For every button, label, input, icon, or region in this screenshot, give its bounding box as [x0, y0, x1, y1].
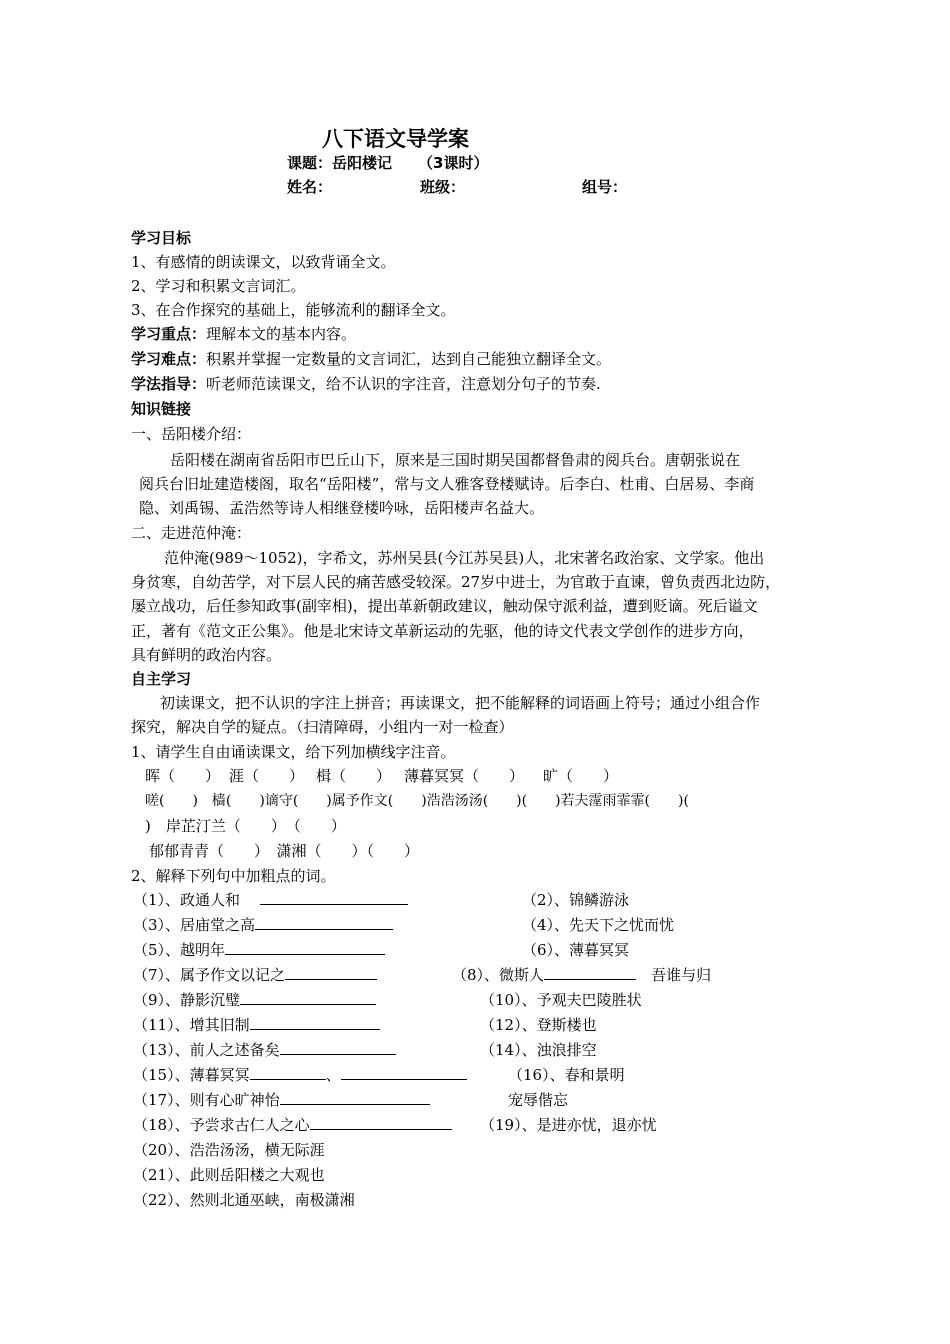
page-title: 八下语文导学案	[322, 127, 469, 151]
key-text: 理解本文的基本内容。	[206, 325, 357, 343]
answer-blank[interactable]	[260, 890, 408, 905]
explain-item: （14）、浊浪排空	[480, 1041, 597, 1059]
pinyin-row: 郁郁青青（ ） 潇湘（ ）（ ）	[149, 842, 420, 860]
class-label: 班级：	[420, 178, 466, 196]
goal-item: 3、在合作探究的基础上，能够流利的翻译全文。	[131, 301, 456, 319]
yueyang-line: 岳阳楼在湖南省岳阳市巴丘山下，原来是三国时期吴国都督鲁肃的阅兵台。唐朝张说在	[170, 451, 741, 469]
section-fan: 二、走进范仲淹：	[131, 524, 252, 542]
explain-item: （19）、是进亦忧，退亦忧	[480, 1116, 657, 1134]
knowledge-heading: 知识链接	[131, 400, 192, 418]
answer-blank[interactable]	[250, 1015, 380, 1030]
question-1: 1、请学生自由诵读课文，给下列加横线字注音。	[131, 743, 456, 761]
key-point	[131, 323, 356, 345]
pinyin-item: 晖（ ）	[145, 767, 221, 785]
explain-item: （21）、此则岳阳楼之大观也	[133, 1166, 325, 1184]
explain-item: （13）、前人之述备矣	[133, 1039, 396, 1061]
pinyin-row: 嗟( ) 樯( )谪守( )属予作文( )浩浩汤汤( )( )若夫霪雨霏霏( )(	[145, 793, 689, 809]
explain-item: （11）、增其旧制	[133, 1014, 380, 1036]
pinyin-item: 楫（ ）	[316, 767, 392, 785]
answer-blank[interactable]	[341, 1065, 467, 1080]
explain-item: （22）、然则北通巫峡，南极潇湘	[133, 1191, 355, 1209]
difficulty	[131, 348, 611, 370]
section-yueyang: 一、岳阳楼介绍：	[131, 425, 252, 443]
fan-line: 范仲淹(989～1052)，字希文，苏州吴县(今江苏吴县)人，北宋著名政治家、文学家。他出	[164, 549, 765, 567]
fan-line: 正，著有《范文正公集》。他是北宋诗文革新运动的先驱，他的诗文代表文学创作的进步方向，	[131, 622, 754, 640]
answer-blank[interactable]	[240, 990, 376, 1005]
explain-item: （12）、登斯楼也	[480, 1016, 597, 1034]
explain-item: （5）、越明年	[133, 939, 385, 961]
self-study-heading: 自主学习	[131, 670, 192, 688]
explain-item: （3）、居庙堂之高	[133, 914, 393, 936]
answer-blank[interactable]	[544, 965, 636, 980]
self-study-intro: 探究，解决自学的疑点。（扫清障碍，小组内一对一检查）	[131, 718, 514, 736]
explain-item: （6）、薄暮冥冥	[522, 941, 630, 959]
question-2: 2、解释下列句中加粗点的词。	[131, 867, 336, 885]
goals-heading: 学习目标	[131, 229, 192, 247]
explain-item: （9）、静影沉璧	[133, 989, 376, 1011]
yueyang-line: 隐、刘禹锡、孟浩然等诗人相继登楼吟咏，岳阳楼声名益大。	[139, 499, 545, 517]
explain-item: （20）、浩浩汤汤，横无际涯	[133, 1141, 325, 1159]
explain-item: （16）、春和景明	[508, 1066, 625, 1084]
explain-item: 宠辱偕忘	[508, 1091, 569, 1109]
explain-item: （18）、予尝求古仁人之心	[133, 1114, 452, 1136]
method-text: 听老师范读课文，给不认识的字注音，注意划分句子的节奏.	[206, 375, 601, 393]
answer-blank[interactable]	[310, 1115, 452, 1130]
explain-item: （7）、属予作文以记之	[133, 964, 377, 986]
topic-hours: （3课时）	[418, 154, 489, 172]
explain-item: （4）、先天下之忧而忧	[522, 916, 675, 934]
explain-item: （1）、政通人和	[133, 889, 408, 911]
fan-line: 具有鲜明的政治内容。	[131, 646, 282, 664]
answer-blank[interactable]	[285, 965, 377, 980]
answer-blank[interactable]	[280, 1090, 430, 1105]
group-label: 组号：	[582, 178, 628, 196]
pinyin-item: 薄暮冥冥（ ）	[404, 767, 525, 785]
key-label: 学习重点：	[131, 325, 207, 343]
explain-item: （15）、薄暮冥冥 、	[133, 1064, 467, 1086]
topic-label: 课题：	[287, 154, 333, 172]
pinyin-item: 涯（ ）	[229, 767, 305, 785]
self-study-intro: 初读课文，把不认识的字注上拼音；再读课文，把不能解释的词语画上符号；通过小组合作	[160, 694, 761, 712]
answer-blank[interactable]	[280, 1040, 396, 1055]
name-label: 姓名：	[287, 178, 333, 196]
fan-line: 屡立战功，后任参知政事(副宰相)，提出革新朝政建议，触动保守派利益，遭到贬谪。死后谥文	[131, 597, 758, 615]
topic-name: 岳阳楼记	[332, 154, 393, 172]
explain-item: （17）、则有心旷神怡	[133, 1089, 430, 1111]
difficulty-label: 学习难点：	[131, 350, 207, 368]
pinyin-row: ) 岸芷汀兰（ ） （ ）	[145, 817, 346, 835]
pinyin-item: 旷（ ）	[543, 767, 619, 785]
topic-line	[287, 152, 488, 174]
goal-item: 1、有感情的朗读课文，以致背诵全文。	[131, 253, 396, 271]
method-label: 学法指导：	[131, 375, 207, 393]
goal-item: 2、学习和积累文言词汇。	[131, 277, 306, 295]
explain-item: （2）、锦鳞游泳	[522, 891, 630, 909]
difficulty-text: 积累并掌握一定数量的文言词汇，达到自己能独立翻译全文。	[206, 350, 612, 368]
answer-blank[interactable]	[225, 940, 385, 955]
explain-item: （8）、微斯人 吾谁与归	[452, 966, 712, 984]
answer-blank[interactable]	[255, 915, 393, 930]
method	[131, 373, 601, 395]
answer-blank[interactable]	[250, 1065, 326, 1080]
fan-line: 身贫寒，自幼苦学，对下层人民的痛苦感受较深。27岁中进士，为官敢于直谏，曾负责西北边防，	[131, 573, 781, 591]
yueyang-line: 阅兵台旧址建造楼阁，取名“岳阳楼”，常与文人雅客登楼赋诗。后李白、杜甫、白居易、李商	[139, 475, 755, 493]
explain-item: （10）、予观夫巴陵胜状	[480, 991, 642, 1009]
